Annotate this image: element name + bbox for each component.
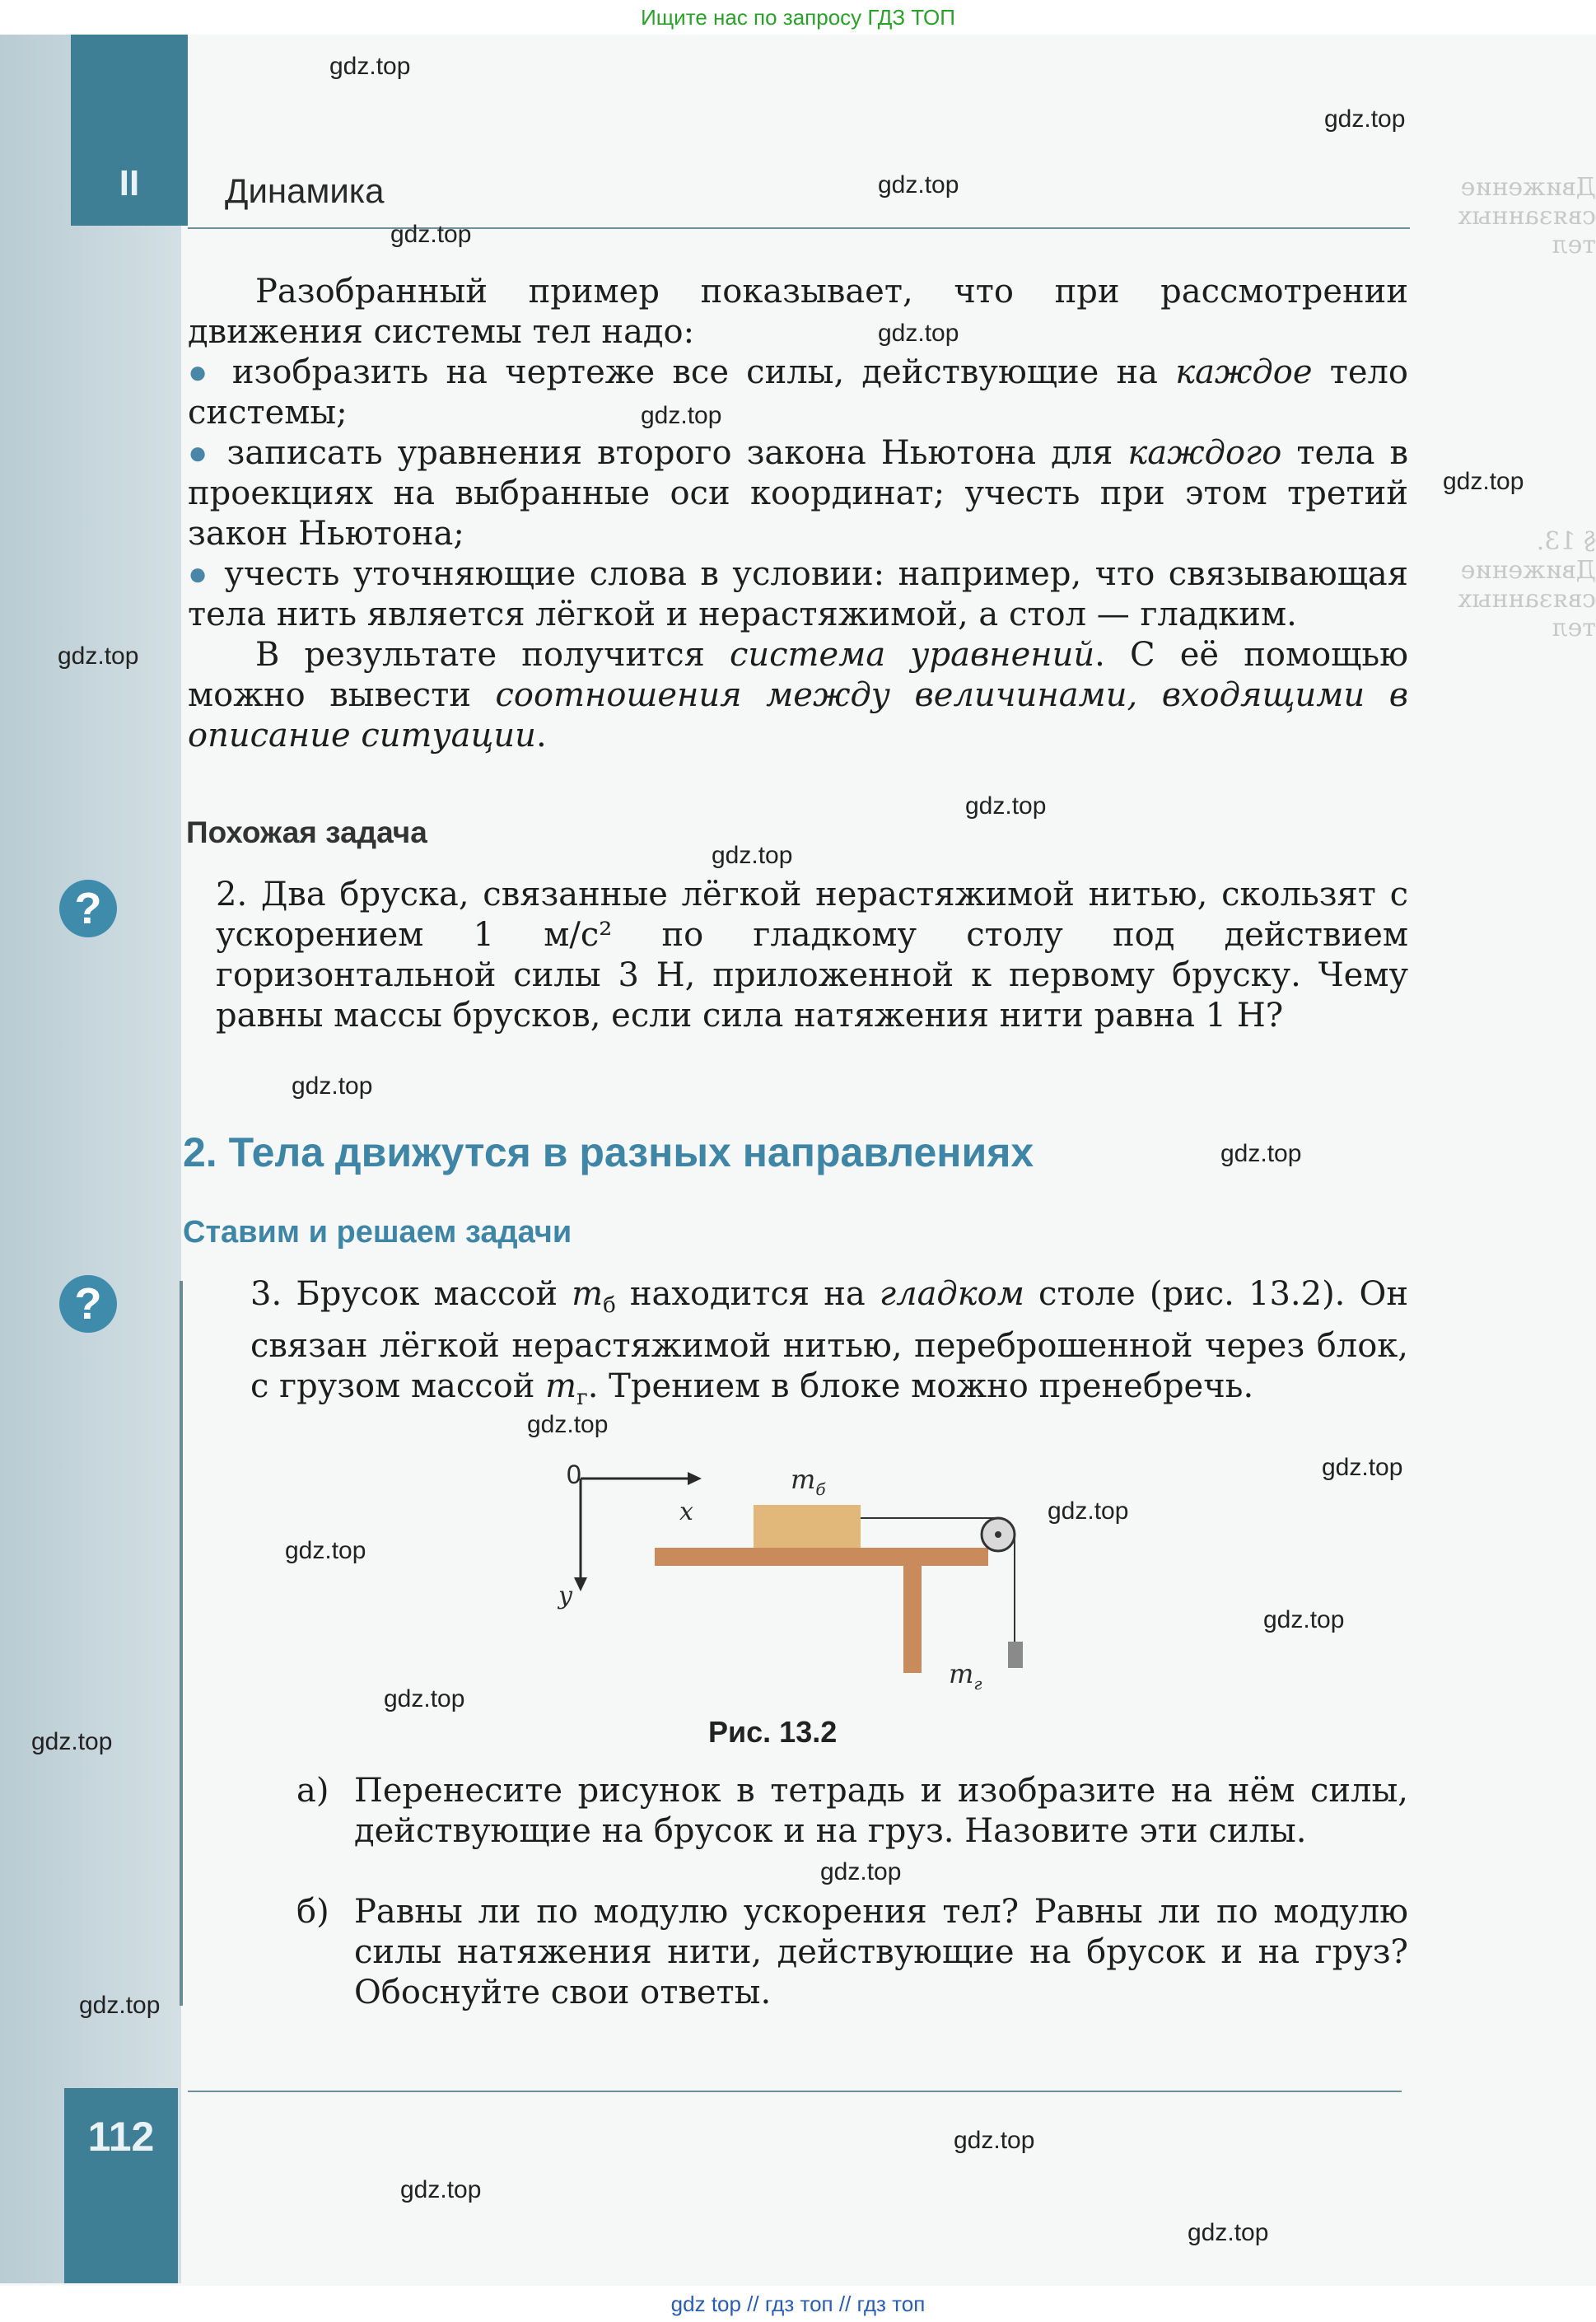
section-title: Динамика (225, 171, 385, 210)
watermark: gdz.top (1324, 105, 1406, 133)
pulley-axle (995, 1531, 1001, 1538)
bottom-banner[interactable]: gdz top // гдз топ // гдз топ (0, 2286, 1596, 2322)
y-axis-arrowhead (574, 1577, 587, 1591)
intro-lead: Разобранный пример показывает, что при рассмотрении движения системы тел надо: (188, 273, 1408, 351)
watermark: gdz.top (292, 1072, 373, 1100)
watermark: gdz.top (1188, 2219, 1269, 2246)
watermark: gdz.top (1220, 1140, 1302, 1167)
watermark: gdz.top (329, 53, 411, 80)
problem-text: Два бруска, связанные лёгкой нерастяжимой нитью, скользят с ускорением 1 м/с² по гладкому столу под действием горизонтальной силы 3 Н, приложенной к первому бруску. Чему равны массы брусков, если сила натяжения нити равна 1 Н? (216, 876, 1409, 1035)
weight-mass-label: $m_г$ (949, 1658, 982, 1694)
bullet-item: ● учесть уточняющие слова в условии: например, что связывающая тела нить является лёгкой и нерастяжимой, а стол — гладким. (188, 555, 1409, 633)
problem-number: 2. (216, 876, 248, 913)
bleed-through-text: Движение связанных тел (1458, 173, 1596, 259)
question-text: Равны ли по модулю ускорения тел? Равны ли по модулю силы натяжения нити, действующие на брусок и на груз? Обоснуйте свои ответы. (354, 1893, 1408, 2011)
question-icon: ? (59, 880, 117, 937)
block-mass-label: $m_б$ (791, 1464, 826, 1499)
watermark: gdz.top (965, 792, 1047, 820)
problem-margin-line (180, 1281, 183, 2006)
footer-rule (188, 2091, 1402, 2092)
question-label: б) (296, 1893, 329, 1931)
subsection-heading: Ставим и решаем задачи (183, 1215, 572, 1250)
watermark: gdz.top (400, 2176, 482, 2203)
watermark: gdz.top (31, 1728, 113, 1755)
watermark: gdz.top (285, 1537, 366, 1564)
bullet-dot-icon: ● (188, 556, 211, 592)
watermark: gdz.top (384, 1685, 465, 1712)
watermark: gdz.top (1048, 1497, 1129, 1525)
section-heading: 2. Тела движутся в разных направлениях (183, 1129, 1034, 1175)
similar-problem-title: Похожая задача (186, 815, 427, 849)
problem-number: 3. (250, 1275, 282, 1313)
axis-origin-label: 0 (567, 1460, 581, 1489)
watermark: gdz.top (79, 1992, 161, 2019)
table-leg (903, 1566, 922, 1673)
chapter-number: II (119, 163, 140, 203)
question-b (296, 1892, 1408, 2013)
chapter-tab (71, 35, 188, 226)
watermark: gdz.top (1443, 468, 1524, 495)
x-axis-label: x (679, 1497, 693, 1526)
watermark: gdz.top (820, 1858, 902, 1885)
watermark: gdz.top (58, 642, 139, 670)
bullet-item: ● записать уравнения второго закона Ньютона для каждого тела в проекциях на выбранные оси координат; учесть при этом третий закон Ньютона; (188, 434, 1408, 553)
problem-2 (216, 875, 1408, 1036)
page-number: 112 (87, 2114, 155, 2160)
watermark: gdz.top (1322, 1454, 1403, 1481)
sliding-block (754, 1505, 861, 1548)
bullet-item: ● изобразить на чертеже все силы, действующие на каждое тело системы; (188, 353, 1408, 432)
watermark: gdz.top (390, 221, 472, 248)
question-a (296, 1771, 1408, 1852)
watermark: gdz.top (954, 2127, 1035, 2154)
watermark: gdz.top (878, 320, 959, 347)
problem-3: 3. Брусок массой $m_б$ находится на гладком столе (рис. 13.2). Он связан лёгкой нерастяжимой нитью, переброшенной через блок, с грузом массой $m_г$. Трением в блоке можно пренебречь. (250, 1275, 1408, 1410)
x-axis-arrowhead (688, 1472, 702, 1485)
hanging-weight (1008, 1642, 1023, 1668)
header-rule (188, 227, 1410, 229)
watermark: gdz.top (712, 842, 793, 869)
figure-13-2 (544, 1454, 1054, 1717)
watermark: gdz.top (527, 1411, 609, 1438)
watermark: gdz.top (1263, 1606, 1345, 1633)
bullet-dot-icon: ● (188, 435, 212, 471)
y-axis-label: y (558, 1581, 572, 1610)
question-label: а) (296, 1772, 329, 1810)
page-number-tab (64, 2088, 178, 2283)
question-text: Перенесите рисунок в тетрадь и изобразите на нём силы, действующие на брусок и на груз. Назовите эти силы. (354, 1772, 1408, 1850)
left-margin-band (0, 35, 181, 2283)
watermark: gdz.top (878, 171, 959, 199)
result-paragraph: В результате получится система уравнений. С её помощью можно вывести соотношения между величинами, входящими в описание ситуации. (188, 636, 1409, 755)
figure-caption: Рис. 13.2 (708, 1715, 838, 1749)
bullet-dot-icon: ● (188, 354, 215, 390)
watermark: gdz.top (641, 402, 722, 429)
intro-paragraph (188, 272, 1408, 756)
table-top (655, 1548, 988, 1566)
top-banner[interactable]: Ищите нас по запросу ГДЗ ТОП (0, 0, 1596, 35)
bleed-through-text: § 13. Движение связанных тел (1458, 527, 1596, 642)
question-icon: ? (59, 1275, 117, 1333)
